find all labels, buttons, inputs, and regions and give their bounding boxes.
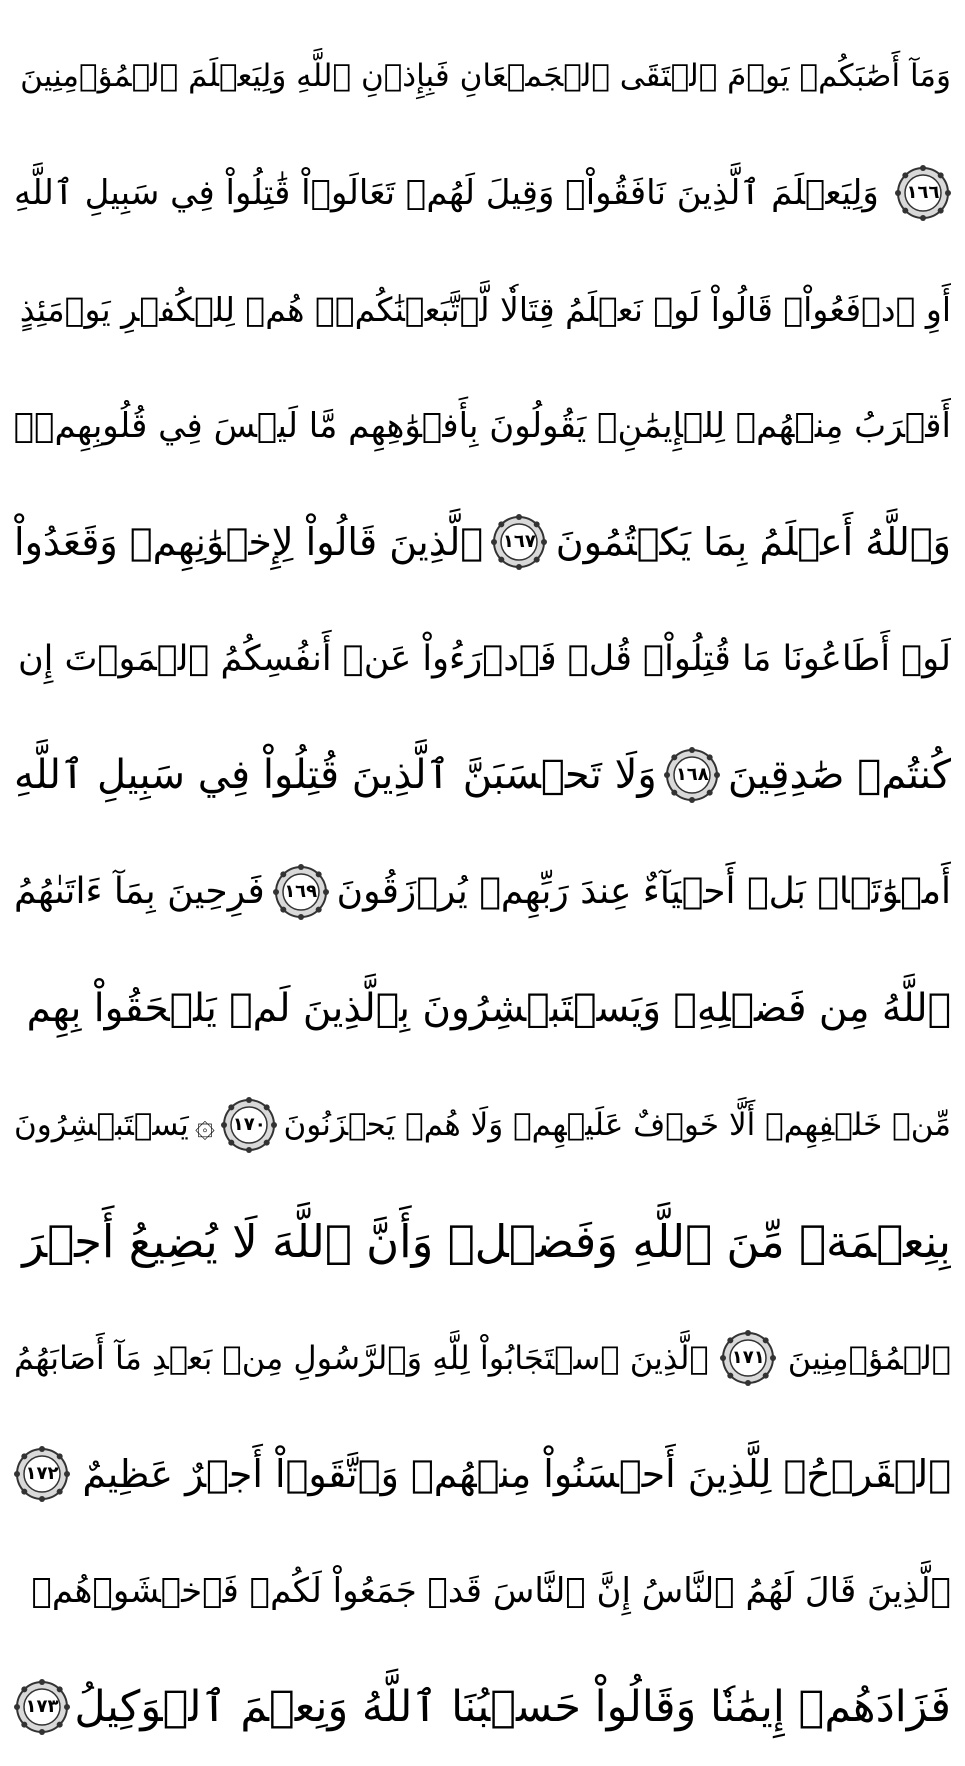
ayah-number: ١٧٢ [25,1463,59,1485]
ayah-end-marker-icon [895,165,951,221]
verse-text: وَمَآ أَصَٰبَكُمۡ يَوۡمَ ٱلۡتَقَى ٱلۡجَمۡعَانِ فَبِإِذۡنِ ٱللَّهِ وَلِيَعۡلَمَ ٱلۡمُؤۡمِنِينَ [20,58,951,95]
ayah-number: ١٧٣ [25,1696,59,1718]
verse-text: فَزَادَهُمۡ إِيمَٰنٗا وَقَالُواْ حَسۡبُنَا ٱللَّهُ وَنِعۡمَ ٱلۡوَكِيلُ [74,1682,951,1733]
verse-line [14,717,951,834]
verse-text: يَسۡتَبۡشِرُونَ [14,1106,189,1143]
ayah-number: ١٦٩ [284,880,318,902]
ayah-number: ١٧١ [731,1346,765,1368]
verse-text: ٱلۡمُؤۡمِنِينَ [787,1338,951,1377]
verse-line [14,1300,951,1417]
verse-text: لَوۡ أَطَاعُونَا مَا قُتِلُواْۗ قُلۡ فَٱدۡرَءُواْ عَنۡ أَنفُسِكُمُ ٱلۡمَوۡتَ إِن [17,638,951,679]
ayah-end-marker-icon [14,1679,70,1735]
verse-line [14,18,951,135]
verse-line [14,1183,951,1300]
verse-line [14,1067,951,1184]
verse-line [14,834,951,951]
verse-line [14,1649,951,1766]
ayah-number: ١٦٨ [675,764,709,786]
verse-text: بِنِعۡمَةٖ مِّنَ ٱللَّهِ وَفَضۡلٖ وَأَنَّ ٱللَّهَ لَا يُضِيعُ أَجۡرَ [22,1214,951,1268]
ayah-end-marker-icon [664,747,720,803]
verse-text: فَرِحِينَ بِمَآ ءَاتَىٰهُمُ [14,871,265,913]
ayah-end-marker-icon [491,514,547,570]
verse-text: ٱلَّذِينَ ٱسۡتَجَابُواْ لِلَّهِ وَٱلرَّسُولِ مِنۢ بَعۡدِ مَآ أَصَابَهُمُ [14,1338,709,1377]
verse-text: ٱلَّذِينَ قَالَ لَهُمُ ٱلنَّاسُ إِنَّ ٱلنَّاسَ قَدۡ جَمَعُواْ لَكُمۡ فَٱخۡشَوۡهُمۡ [31,1570,951,1611]
verse-text: ٱللَّهُ مِن فَضۡلِهِۦ وَيَسۡتَبۡشِرُونَ بِٱلَّذِينَ لَمۡ يَلۡحَقُواْ بِهِم [26,985,951,1031]
verse-text: أَمۡوَٰتَۢاۚ بَلۡ أَحۡيَآءٌ عِندَ رَبِّهِمۡ يُرۡزَقُونَ [336,871,951,913]
verse-text: مِّنۡ خَلۡفِهِمۡ أَلَّا خَوۡفٌ عَلَيۡهِمۡ وَلَا هُمۡ يَحۡزَنُونَ [283,1106,951,1143]
ayah-number: ١٦٦ [906,181,940,203]
verse-text: أَقۡرَبُ مِنۡهُمۡ لِلۡإِيمَٰنِۚ يَقُولُونَ بِأَفۡوَٰهِهِم مَّا لَيۡسَ فِي قُلُوبِهِمۡۚ [14,405,951,446]
ayah-number: ١٧٠ [232,1113,266,1135]
verse-line [14,484,951,601]
verse-text: ٱلۡقَرۡحُۚ لِلَّذِينَ أَحۡسَنُواْ مِنۡهُمۡ وَٱتَّقَوۡاْ أَجۡرٌ عَظِيمٌ [82,1452,951,1497]
hizb-star-icon: ۞ [195,1105,215,1146]
verse-line [14,1416,951,1533]
ayah-number: ١٦٧ [502,531,536,553]
verse-line [14,950,951,1067]
ayah-end-marker-icon [273,864,329,920]
ayah-end-marker-icon [221,1097,277,1153]
verse-line [14,368,951,485]
verse-text: ٱلَّذِينَ قَالُواْ لِإِخۡوَٰنِهِمۡ وَقَعَدُواْ [14,520,484,565]
verse-text: وَلِيَعۡلَمَ ٱلَّذِينَ نَافَقُواْۚ وَقِيلَ لَهُمۡ تَعَالَوۡاْ قَٰتِلُواْ فِي سَبِيلِ ٱللَّهِ [14,173,879,214]
verse-text: وَلَا تَحۡسَبَنَّ ٱلَّذِينَ قُتِلُواْ فِي سَبِيلِ ٱللَّهِ [14,752,657,799]
verse-line [14,251,951,368]
verse-line [14,1533,951,1650]
ayah-end-marker-icon [14,1446,70,1502]
verse-lines [14,18,951,1766]
verse-line [14,135,951,252]
verse-text: أَوِ ٱدۡفَعُواْۖ قَالُواْ لَوۡ نَعۡلَمُ قِتَالٗا لَّٱتَّبَعۡنَٰكُمۡۗ هُمۡ لِلۡكُفۡرِ يَوۡمَئِذٍ [19,289,951,329]
verse-text: وَٱللَّهُ أَعۡلَمُ بِمَا يَكۡتُمُونَ [555,520,951,565]
verse-line [14,601,951,718]
verse-text: كُنتُمۡ صَٰدِقِينَ [727,752,951,799]
ayah-end-marker-icon [720,1330,776,1386]
